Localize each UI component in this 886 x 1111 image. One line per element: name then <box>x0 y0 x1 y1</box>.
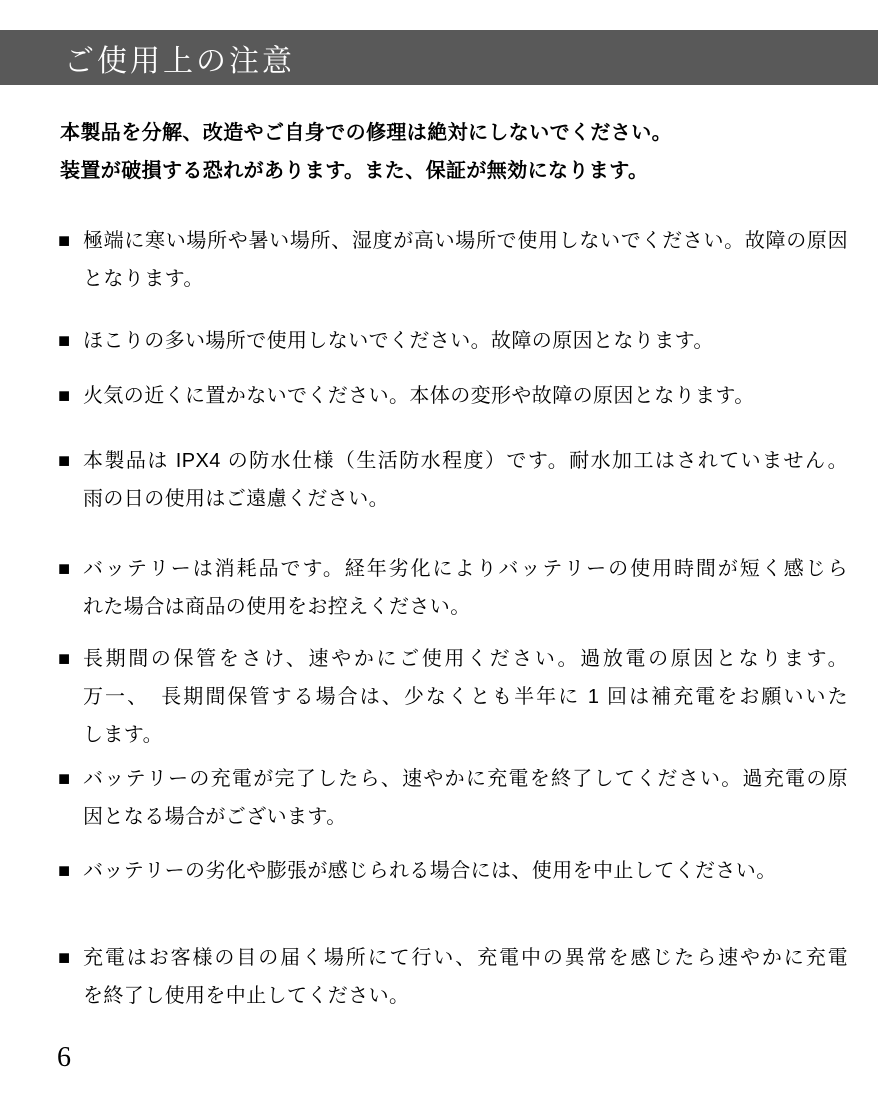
precaution-text: 万一、 長期間保管する場合は、少なくとも半年に 1 回は補充電をお願いいた <box>83 686 848 708</box>
precaution-text: ほこりの多い場所で使用しないでください。故障の原因となります。 <box>83 330 714 352</box>
precaution-text: 充電はお客様の目の届く場所にて行い、充電中の異常を感じたら速やかに充電 <box>83 947 848 969</box>
bullet-square-icon: ■ <box>58 385 71 407</box>
precaution-text: 因となる場合がございます。 <box>83 806 347 828</box>
precaution-text: れた場合は商品の使用をお控えください。 <box>83 596 471 618</box>
precaution-item <box>58 939 848 1015</box>
intro-line-1: 本製品を分解、改造やご自身での修理は絶対にしないでください。 <box>60 122 672 144</box>
precaution-text: します。 <box>83 724 163 746</box>
precaution-item <box>58 852 848 890</box>
precaution-text: 火気の近くに置かないでください。本体の変形や故障の原因となります。 <box>83 385 755 407</box>
intro-warning <box>60 114 850 190</box>
precaution-text: 極端に寒い場所や暑い場所、湿度が高い場所で使用しないでください。故障の原因 <box>83 230 848 252</box>
precaution-text: 雨の日の使用はご遠慮ください。 <box>83 488 389 510</box>
bullet-square-icon: ■ <box>58 648 71 670</box>
page-title: ご使用上の注意 <box>64 44 295 78</box>
bullet-square-icon: ■ <box>58 768 71 790</box>
precaution-item <box>58 377 848 415</box>
precaution-item <box>58 640 848 754</box>
bullet-square-icon: ■ <box>58 860 71 882</box>
bullet-square-icon: ■ <box>58 947 71 969</box>
precaution-text: バッテリーは消耗品です。経年劣化によりバッテリーの使用時間が短く感じら <box>83 558 848 580</box>
bullet-square-icon: ■ <box>58 230 71 252</box>
precaution-text: 長期間の保管をさけ、速やかにご使用ください。過放電の原因となります。 <box>83 648 848 670</box>
bullet-square-icon: ■ <box>58 330 71 352</box>
precaution-text: 本製品は IPX4 の防水仕様（生活防水程度）です。耐水加工はされていません。 <box>83 450 848 472</box>
precaution-item <box>58 442 848 518</box>
precaution-text: となります。 <box>83 268 204 290</box>
precaution-item <box>58 222 848 298</box>
precaution-text: バッテリーの充電が完了したら、速やかに充電を終了してください。過充電の原 <box>83 768 848 790</box>
precaution-text: を終了し使用を中止してください。 <box>83 985 410 1007</box>
intro-line-2: 装置が破損する恐れがあります。また、保証が無効になります。 <box>60 160 649 182</box>
precaution-list <box>58 222 848 1015</box>
bullet-square-icon: ■ <box>58 450 71 472</box>
precaution-item <box>58 760 848 836</box>
precaution-item <box>58 550 848 626</box>
precaution-item <box>58 322 848 360</box>
section-header <box>0 30 878 85</box>
page-number: 6 <box>57 1042 71 1073</box>
bullet-square-icon: ■ <box>58 558 71 580</box>
precaution-text: バッテリーの劣化や膨張が感じられる場合には、使用を中止してください。 <box>83 860 777 882</box>
